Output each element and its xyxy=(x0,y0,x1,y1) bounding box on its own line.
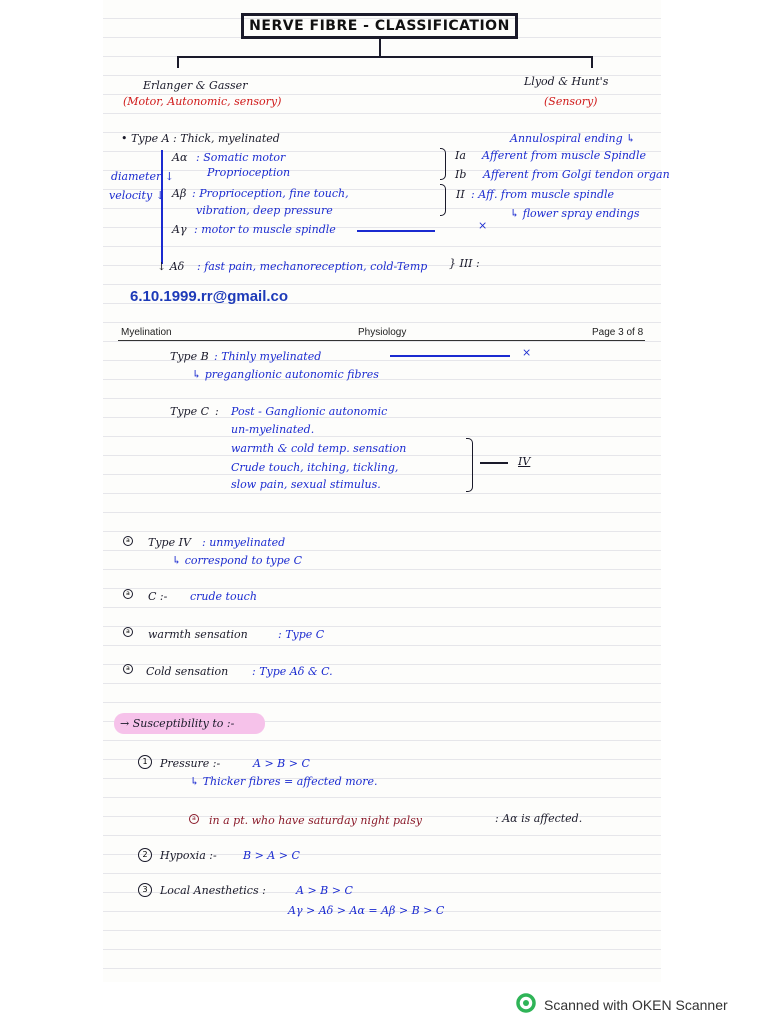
branch-right-drop xyxy=(591,56,593,68)
note-2-b: crude touch xyxy=(190,590,257,603)
scanner-watermark xyxy=(516,993,728,1017)
note-bullet-icon: a xyxy=(123,536,133,546)
pressure-sub: ↳ Thicker fibres = affected more. xyxy=(190,775,378,788)
header-right: Page 3 of 8 xyxy=(592,327,644,338)
ii-text: : Aff. from muscle spindle xyxy=(471,188,615,201)
palsy-note: in a pt. who have saturday night palsy xyxy=(209,814,422,827)
aa-label: Aα xyxy=(172,151,188,164)
header-center: Physiology xyxy=(358,327,407,338)
header-left: Myelination xyxy=(121,327,172,338)
ab-text-2: vibration, deep pressure xyxy=(196,204,333,217)
velocity-note: velocity ↓ xyxy=(109,189,165,202)
watermark-email: 6.10.1999.rr@gmail.co xyxy=(130,288,289,305)
note-3-a: warmth sensation xyxy=(148,628,248,641)
susceptibility-heading: → Susceptibility to :- xyxy=(120,717,235,730)
note-bullet-icon: a xyxy=(189,814,199,824)
ag-text: : motor to muscle spindle xyxy=(194,223,336,236)
ab-label: Aβ xyxy=(172,187,187,200)
type-b-label: Type B xyxy=(170,350,209,363)
pressure-order: A > B > C xyxy=(253,757,310,770)
palsy-result: : Aα is affected. xyxy=(495,812,583,825)
type-iii: } III : xyxy=(449,257,480,270)
note-4-b: : Type Aδ & C. xyxy=(252,665,333,678)
aa-text: : Somatic motor xyxy=(196,151,286,164)
branch-left-drop xyxy=(177,56,179,68)
notebook-page xyxy=(103,0,661,982)
type-c-line-5: slow pain, sexual stimulus. xyxy=(231,478,381,491)
type-c-line-4: Crude touch, itching, tickling, xyxy=(231,461,399,474)
type-iv-dash xyxy=(480,462,508,464)
type-a-vertical xyxy=(161,150,163,264)
left-subheading: (Motor, Autonomic, sensory) xyxy=(123,95,282,108)
title-stem xyxy=(379,39,381,57)
pressure-label: Pressure :- xyxy=(160,757,221,770)
header-rule xyxy=(118,340,645,341)
oken-logo-icon xyxy=(516,993,536,1017)
annulospiral-note: Annulospiral ending ↳ xyxy=(510,132,636,145)
ib-text: Afferent from Golgi tendon organ xyxy=(483,168,670,181)
right-heading: Llyod & Hunt's xyxy=(524,75,609,88)
point-3-icon: 3 xyxy=(138,883,152,897)
note-3-b: : Type C xyxy=(278,628,325,641)
left-heading: Erlanger & Gasser xyxy=(143,79,248,92)
ag-x-mark: × xyxy=(478,219,488,232)
branch-line xyxy=(177,56,593,58)
type-c-line-2: un-myelinated. xyxy=(231,423,315,436)
ii-label: II xyxy=(456,188,465,201)
hypoxia-order: B > A > C xyxy=(243,849,300,862)
type-iv-label: IV xyxy=(518,455,531,468)
ag-label: Aγ xyxy=(172,223,187,236)
note-1-a: Type IV xyxy=(148,536,191,549)
type-c-colon: : xyxy=(215,405,219,418)
point-2-icon: 2 xyxy=(138,848,152,862)
note-2-a: C :- xyxy=(148,590,168,603)
right-subheading: (Sensory) xyxy=(544,95,598,108)
ib-label: Ib xyxy=(455,168,467,181)
ia-label: Ia xyxy=(455,149,466,162)
type-a-line: • Type A : Thick, myelinated xyxy=(121,132,280,145)
diameter-note: diameter ↓ xyxy=(111,170,174,183)
ad-text: : fast pain, mechanoreception, cold-Temp xyxy=(197,260,428,273)
point-1-icon: 1 xyxy=(138,755,152,769)
anesthetics-order: A > B > C xyxy=(296,884,353,897)
type-b-arrow xyxy=(390,355,510,357)
type-c-line-3: warmth & cold temp. sensation xyxy=(231,442,407,455)
note-bullet-icon: a xyxy=(123,627,133,637)
scanner-watermark-text: Scanned with OKEN Scanner xyxy=(544,997,728,1013)
type-c-label: Type C xyxy=(170,405,210,418)
hypoxia-label: Hypoxia :- xyxy=(160,849,217,862)
note-4-a: Cold sensation xyxy=(146,665,229,678)
type-iv-bracket xyxy=(466,438,473,492)
flower-spray-note: ↳ flower spray endings xyxy=(510,207,640,220)
page-title: NERVE FIBRE - CLASSIFICATION xyxy=(241,13,518,39)
type-b-sub: ↳ preganglionic autonomic fibres xyxy=(192,368,379,381)
type-b-text: : Thinly myelinated xyxy=(214,350,322,363)
anesthetics-label: Local Anesthetics : xyxy=(160,884,266,897)
ia-ib-bracket xyxy=(440,148,446,180)
anesthetics-detail: Aγ > Aδ > Aα = Aβ > B > C xyxy=(288,904,445,917)
ad-label: ↓ Aδ xyxy=(157,260,185,273)
ii-bracket xyxy=(440,184,446,216)
aa-text-2: Proprioception xyxy=(207,166,291,179)
note-bullet-icon: a xyxy=(123,664,133,674)
ag-arrow xyxy=(357,230,435,232)
type-c-line-1: Post - Ganglionic autonomic xyxy=(231,405,388,418)
note-1-b: : unmyelinated xyxy=(202,536,286,549)
ia-text: Afferent from muscle Spindle xyxy=(482,149,646,162)
note-bullet-icon: a xyxy=(123,589,133,599)
ab-text: : Proprioception, fine touch, xyxy=(192,187,349,200)
type-b-x: × xyxy=(522,346,532,359)
note-1-c: ↳ correspond to type C xyxy=(172,554,303,567)
